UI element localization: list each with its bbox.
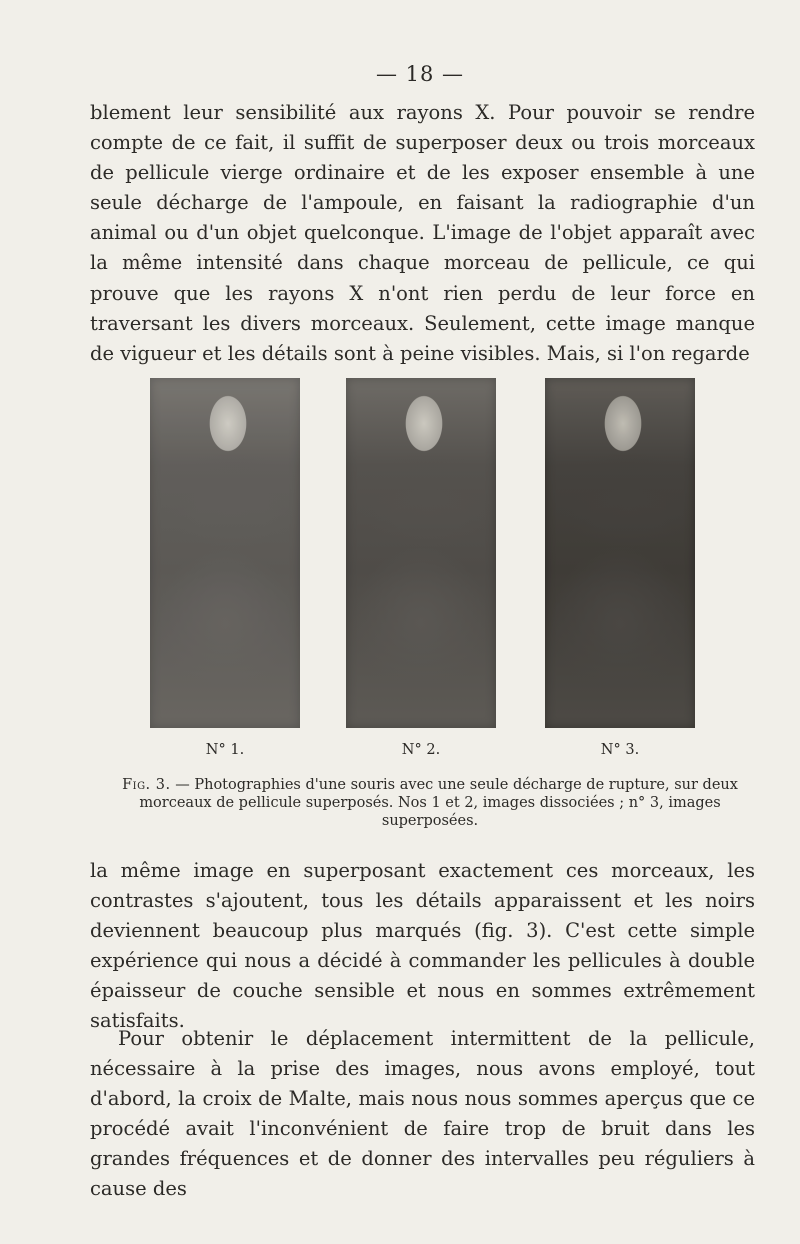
figure-label-3: N° 3. [600, 742, 640, 758]
figure-3 [150, 378, 695, 728]
xray-image-1 [150, 378, 300, 728]
paragraph-bottom: Pour obtenir le déplacement intermittent de la pellicule, nécessaire à la prise des images, nous avons employé, tout d'abord, la croix de Malte, mais nous nous sommes aperçus que ce procédé avait l'inconvénient de faire trop de bruit dans les grandes fréquences et de donner des intervalles peu réguliers à cause des [90, 1027, 755, 1201]
paragraph-mid: la même image en superposant exactement ces morceaux, les contrastes s'ajoutent, tous les détails apparaissent et les noirs deviennent beaucoup plus marqués (fig. 3). C'est cette simple expérience qui nous a décidé à commander les pellicules à double épaisseur de couche sensible et nous en sommes extrêmement satisfaits. [90, 859, 755, 1033]
xray-image-3 [545, 378, 695, 728]
figure-labels [150, 742, 695, 764]
figure-caption [100, 776, 760, 830]
figure-label-1: N° 1. [205, 742, 245, 758]
caption-text: — Photographies d'une souris avec une seule décharge de rupture, sur deux morceaux de pellicule superposés. Nos 1 et 2, images dissociées ; n° 3, images superposées. [139, 777, 738, 829]
caption-tag: Fig. 3. [122, 777, 171, 793]
paragraph-top: blement leur sensibilité aux rayons X. Pour pouvoir se rendre compte de ce fait, il suffit de superposer deux ou trois morceaux de pellicule vierge ordinaire et de les exposer ensemble à une seule décharge de l'ampoule, en faisant la radiographie d'un animal ou d'un objet quelconque. L'image de l'objet apparaît avec la même intensité dans chaque morceau de pellicule, ce qui prouve que les rayons X n'ont rien perdu de leur force en traversant les divers morceaux. Seulement, cette image manque de vigueur et les détails sont à peine visibles. Mais, si l'on regarde [90, 101, 755, 365]
figure-label-2: N° 2. [401, 742, 441, 758]
page-number: — 18 — [375, 62, 465, 86]
xray-image-2 [346, 378, 496, 728]
